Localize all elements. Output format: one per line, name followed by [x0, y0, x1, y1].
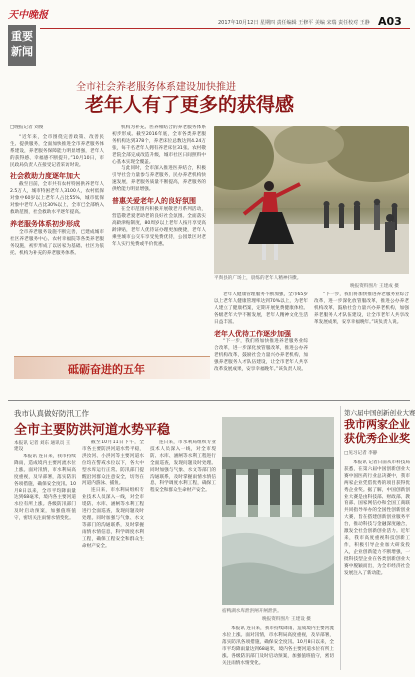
story2-tag: 我市认真做好防汛工作 [14, 409, 89, 418]
banner-text: 砥砺奋进的五年 [68, 363, 145, 376]
lead-column-1 [10, 125, 104, 357]
lead-paragraph-3: 全市养老服务设施不断完善，已建成城市社区养老服务中心、农村幸福院等各类养老服务设施，初步形成了以居家为基础、社区为依托、机构为补充的养老服务体系。 [10, 229, 104, 256]
page-number: A03 [378, 15, 402, 28]
story2-byline: 本报讯 记者 刘东 通讯员 王建设 [14, 441, 71, 452]
section-label [8, 25, 36, 66]
lead-col3-para-b: “下一步，我们将加快推进养老服务业综合改革，进一步深化放管服改革，推进公办养老机构改革，鼓励社会力量兴办养老机构，加强养老服务人才队伍建设，让全市老年人共享改革发展成果，安享幸福晚年。”该负责人说。 [214, 339, 308, 373]
story3-body [344, 460, 410, 668]
lead-photo [214, 126, 409, 274]
lead-col3-para-a: 老年人健康管理服务不断加强，全市65岁以上老年人健康管理率达到70%以上，为老年人建立了健康档案，定期开展免费健康体检。各级老年大学不断发展，老年人精神文化生活日益丰富。 [214, 292, 308, 325]
section-label-line1: 重要 [11, 30, 33, 43]
story2-headline: 全市主要防洪河道水势平稳 [14, 423, 171, 438]
story2-para-b: 截至10月11日下午，全市各主要防洪河道水势平稳，洪汝河、小洪河等主要河道水位均在警戒水位以下，各大中型水库运行正常。防汛部门提醒沿河群众注意安全，切勿在河道内游泳、捕鱼。 [82, 440, 144, 487]
story2-photo [222, 417, 334, 605]
story2-para-c: 连日来，市水利局组织专业技术人员深入一线，对全市堤防、水库、涵闸等水利工程进行全面巡查，发现问题及时处理。同时加强与气象、水文等部门的沟通联系，及时掌握雨情水情信息，科学调度水利工程，确保工程安全和群众生命财产安全。 [82, 488, 144, 549]
lead-column-3 [214, 292, 308, 392]
column-divider [340, 406, 341, 670]
section-label-line2: 新闻 [11, 45, 33, 58]
story3-headline: 我市两家企业获优秀企业奖 [344, 418, 410, 445]
lead-column-2 [112, 125, 206, 357]
story2-photo-caption: 宿鸭湖水库泄洪闸开闸泄洪。 [222, 609, 282, 614]
story2-column-1 [14, 454, 76, 668]
masthead-info [218, 19, 370, 26]
story3-byline: □见习记者 李静 [344, 451, 378, 456]
editor-label: 责任编辑 [276, 20, 297, 26]
lead-subhead-1: 社会救助力度逐年加大 [10, 172, 80, 181]
story2-para-a2: 本报讯 连日来，我市持续降雨，造成境内主要河流水位上涨。面对汛情，市水利局高度重视，及早部署，落实防汛各项措施，确保安全度汛。10月8日以来，全市平均降雨量达到68毫米，境内各主要河道水位有所上涨。各级防汛部门及时启动预案，加强值班值守，密切关注雨情水情变化。 [222, 626, 334, 666]
story2-column-3 [150, 440, 216, 668]
story2-para-c2: 连日来，市水利局组织专业技术人员深入一线，对全市堤防、水库、涵闸等水利工程进行全面巡查，发现问题及时处理。同时加强与气象、水文等部门的沟通联系，及时掌握雨情水情信息，科学调度水利工程，确保工程安全和群众生命财产安全。 [150, 440, 216, 494]
lead-col2-para-b: 与此同时，全市深入推进医养结合，积极引导社会力量参与养老服务，民办养老机构快速发展，养老服务质量不断提高，养老服务的供给能力明显增强。 [112, 166, 206, 193]
lead-kicker: 全市社会养老服务体系建设加快推进 [76, 82, 236, 93]
lead-column-4 [314, 292, 409, 392]
issue-date: 2017年10月12日 [218, 20, 259, 26]
lead-subhead-3: 普惠关爱老年人的良好氛围 [112, 197, 196, 206]
lead-byline: □晚报记者 刘俊 [10, 125, 44, 130]
story2-photo-credit: 晚报资料图片 王建设 摄 [262, 617, 311, 622]
lead-paragraph-2: 截至目前，全市共有农村特困供养老年人2.5万人，城市特困老年人3100人，农村低保对象中60岁以上老年人占比55%，城市低保对象中老年人占比30%以上，全市已全部纳入救助范围，社会救助水平逐年提高。 [10, 182, 104, 215]
lead-col2-para-c: 在全市范围内积极开展敬老月系列活动，营造敬老爱老助老的良好社会氛围。全面落实高龄津贴制度，80周岁以上老年人按月享受高龄津贴，老年人优待证办理更加便捷，老年人乘坐城市公交车享受免费优待，公园景区对老年人实行免费或半价优惠。 [112, 206, 206, 247]
lead-col4-para: “下一步，我们将加快推进养老服务业综合改革，进一步深化放管服改革，推进公办养老机构改革，鼓励社会力量兴办养老机构，加强养老服务人才队伍建设，让全市老年人共享改革发展成果，安享幸福晚年。”该负责人说。 [314, 292, 409, 325]
lead-photo-caption: 平舆县的广场上，晨练的老年人精神抖擞。 [214, 276, 302, 281]
lead-headline: 老年人有了更多的获得感 [85, 94, 295, 116]
section-divider [8, 400, 410, 401]
lead-photo-scene [214, 126, 409, 274]
proofreader-name: 王静 [359, 20, 370, 26]
lead-photo-credit: 晚报资料图片 王建成 摄 [350, 284, 399, 289]
lead-subhead-2: 养老服务体系初步形成 [10, 219, 80, 228]
proofreader-label: 责任校对 [338, 20, 359, 26]
story2-column-2 [82, 440, 144, 668]
editor-name: 王修平 [298, 20, 314, 26]
lead-paragraph-1: “近年来，全市围绕完善政策、改善民生、提供服务，全面加快推进全市养老服务体系建设，养老服务保障能力明显增强，老年人的获得感、幸福感不断提升。”10月10日，市民政局负责人在接受记者采访时说。 [10, 134, 104, 168]
story3-tag: 第六届中国创新创业大赛 [344, 409, 415, 417]
masthead-logo: 天中晚报 [8, 10, 48, 21]
masthead-rule [40, 28, 410, 29]
story3-para: 本报讯 记者日前从市科技局获悉，在第六届中国创新创业大赛中国医药行业总决赛中，我市两家企业凭借优秀的项目获得优秀企业奖。据了解，中国创新创业大赛是由科技部、财政部、教育部、国家网信办和全国工商联共同指导举办的全国性创新创业大赛，旨在搭建创新创业服务平台，推动科技与金融深度融合，激发全社会创新创业活力。近年来，我市高度重视科技创新工作，积极引导企业加大研发投入，企业创新能力不断增强，一批科技型企业在各类创新创业大赛中脱颖而出，为全市经济社会发展注入了新动能。 [344, 460, 410, 576]
issue-weekday: 星期四 [260, 20, 276, 26]
lead-col2-para-a: 机构为补充、医养相结合的养老服务体系初步形成。截至2016年底，全市各类养老服务机构达到378个，养老床位总数达到4.24万张，每千名老年人拥有养老床位31张。农村敬老院全部完成改造升级，城市社区日间照料中心基本实现全覆盖。 [112, 125, 206, 165]
story2-photo-scene [222, 417, 334, 605]
designer-name: 宋瑞 [326, 20, 337, 26]
story2-para-a: 本报讯 连日来，我市持续降雨，造成境内主要河流水位上涨。面对汛情，市水利局高度重视，及早部署，落实防汛各项措施，确保安全度汛。10月8日以来，全市平均降雨量达到68毫米，境内各主要河道水位有所上涨。各级防汛部门及时启动预案，加强值班值守，密切关注雨情水情变化。 [14, 454, 76, 522]
story2-column-4 [222, 626, 334, 668]
banner [14, 356, 210, 379]
designer-label: 美编 [314, 20, 325, 26]
lead-subhead-4: 老年人优待工作逐步加强 [214, 329, 291, 338]
